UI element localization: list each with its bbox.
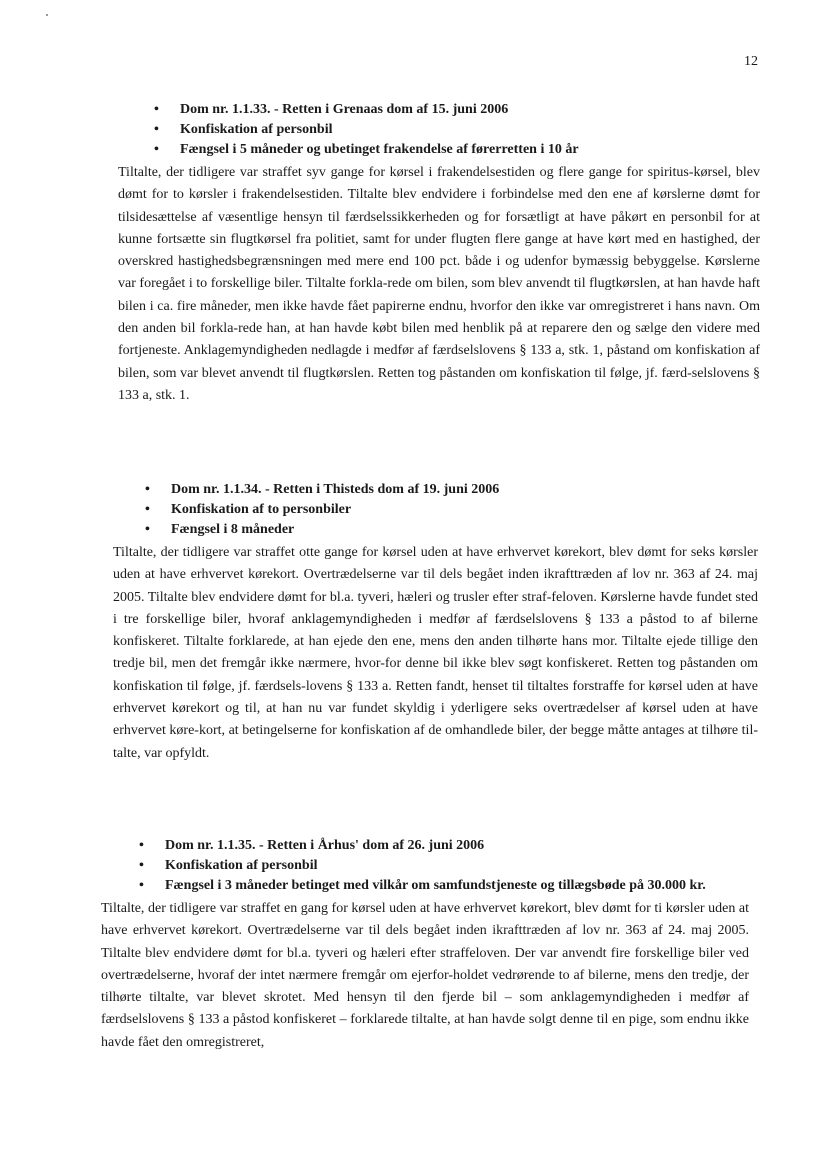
case-body: Tiltalte, der tidligere var straffet en gang for kørsel uden at have erhvervet kørekort, blev dømt for ti kørsler uden at have erhvervet kørekort. Overtrædelserne var til dels begået inden ikrafttræden af lov nr. 363 af 24. maj 2005. Tiltalte blev endvidere dømt for bl.a. tyveri og hæleri efter straffeloven. Der var anvendt fire forskellige biler ved overtrædelserne, hvoraf der intet nærmere fremgår om ejerfor-holdet vedrørende to af bilerne, mens den tredje, der tilhørte tiltalte, var blevet skrotet. Med hensyn til den fjerde bil – som anklagemyndigheden i medfør af færdselslovens § 133 a påstod konfiskeret – forklarede tiltalte, at han havde solgt denne til en pige, som endnu ikke havde fået den omregistreret, xyxy=(101,901,749,1050)
case-heading-list xyxy=(139,836,749,896)
case-sentence: • Fængsel i 5 måneder og ubetinget frakendelse af førerretten i 10 år xyxy=(154,140,760,160)
case-title: • Dom nr. 1.1.33. - Retten i Grenaas dom af 15. juni 2006 xyxy=(154,100,760,120)
page-number: 12 xyxy=(744,54,758,69)
case-heading-list xyxy=(145,480,758,540)
case-body: Tiltalte, der tidligere var straffet otte gange for kørsel uden at have erhvervet kørekort, blev dømt for seks kørsler uden at have erhvervet kørekort. Overtrædelserne var til dels begået inden ikrafttræden af lov nr. 363 af 24. maj 2005. Tiltalte blev endvidere dømt for bl.a. tyveri, hæleri og trusler efter straf-feloven. Kørslerne havde fundet sted i tre forskellige biler, hvoraf anklagemyndigheden i medfør af færdselslovens § 133 a påstod to af bilerne konfiskeret. Tiltalte forklarede, at han ejede den ene, mens den anden tilhørte hans mor. Tiltalte ejede tillige den tredje bil, men det fremgår ikke nærmere, hvor-for denne bil ikke blev søgt konfiskeret. Retten tog påstanden om konfiskation til følge, jf. færdsels-lovens § 133 a. Retten fandt, henset til tiltaltes forstraffe for kørsel uden at have erhvervet kørekort og til, at han nu var fundet skyldig i yderligere seks overtrædelser af kørsel uden at have erhvervet køre-kort, at betingelserne for konfiskation af de omhandlede biler, der begge måtte antages at tilhøre til-talte, var opfyldt. xyxy=(113,545,758,761)
case-sentence: • Fængsel i 3 måneder betinget med vilkår om samfundstjeneste og tillægsbøde på 30.000 kr. xyxy=(139,876,749,896)
case-title: • Dom nr. 1.1.35. - Retten i Århus' dom af 26. juni 2006 xyxy=(139,836,749,856)
scan-speck xyxy=(46,14,48,16)
case-body: Tiltalte, der tidligere var straffet syv gange for kørsel i frakendelsestiden og flere gange for spiritus-kørsel, blev dømt for to kørsler i frakendelsestiden. Tiltalte blev endvidere i forbindelse med den ene af kørslerne dømt for tilsidesættelse af væsentlige hensyn til færdselssikkerheden og for forsætligt at have påkørt en personbil for at kunne fortsætte sin flugtkørsel fra politiet, samt for under flugten flere gange at have kørt med en hastighed, der overskred hastighedsbegrænsningen med mere end 100 pct. både i og udenfor bymæssig bebyggelse. Kørslerne var foregået i to forskellige biler. Tiltalte forkla-rede om bilen, som blev anvendt til flugtkørslen, at han havde haft bilen i ca. fire måneder, men ikke havde fået papirerne endnu, hvorfor den ikke var omregistreret i hans navn. Om den anden bil forkla-rede han, at han havde købt bilen med henblik på at reparere den og sælge den videre med fortjeneste. Anklagemyndigheden nedlagde i medfør af færdselslovens § 133 a, stk. 1, påstand om konfiskation af bilen, som var blevet anvendt til flugtkørslen. Retten tog påstanden om konfiskation til følge, jf. færd-selslovens § 133 a, stk. 1. xyxy=(118,165,760,403)
case-title: • Dom nr. 1.1.34. - Retten i Thisteds dom af 19. juni 2006 xyxy=(145,480,758,500)
case-confiscation: • Konfiskation af personbil xyxy=(154,120,760,140)
case-sentence: • Fængsel i 8 måneder xyxy=(145,520,758,540)
case-section xyxy=(118,100,760,407)
case-heading-list xyxy=(154,100,760,160)
case-section xyxy=(113,480,758,765)
case-section xyxy=(101,836,749,1054)
case-confiscation: • Konfiskation af personbil xyxy=(139,856,749,876)
case-confiscation: • Konfiskation af to personbiler xyxy=(145,500,758,520)
